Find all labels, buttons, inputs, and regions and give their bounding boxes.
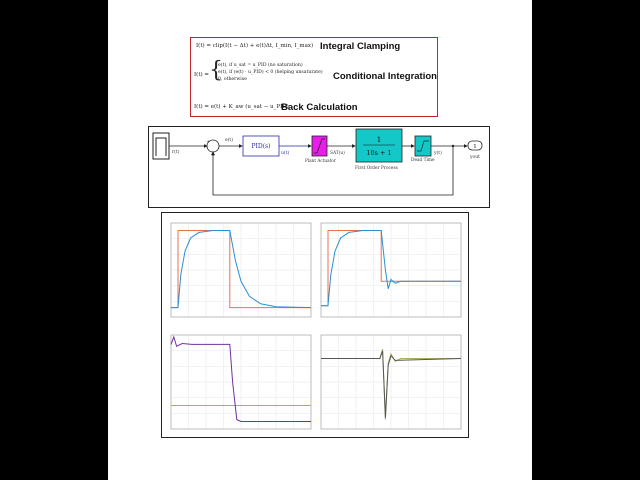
- pid-block[interactable]: [243, 136, 279, 156]
- case-3: 0, otherwise: [218, 77, 247, 82]
- clamping-formula: I(t) = clip(I(t − Δt) + e(t)Δt, I_min, I_max): [196, 43, 314, 49]
- block-diagram: [148, 126, 490, 208]
- plot-top-right: [318, 219, 464, 321]
- actuator-block[interactable]: [312, 136, 327, 156]
- error-label: e(t): [225, 138, 233, 143]
- actuator-name: Plant Actuator: [305, 158, 336, 163]
- diagram-svg: [149, 127, 491, 209]
- process-name: First Order Process: [355, 166, 398, 171]
- conditional-lhs: I(t) =: [194, 72, 210, 78]
- plot-bottom-left: [168, 331, 314, 433]
- process-block[interactable]: [356, 129, 402, 162]
- backcalc-label: Back Calculation: [281, 102, 358, 113]
- backcalc-formula: I(t) = e(t) + K_aw (u_sat − u_PID): [194, 104, 289, 110]
- cases-brace: {: [209, 58, 223, 83]
- clamping-label: Integral Clamping: [320, 41, 401, 52]
- case-2: e(t), if (e(t) · u_PID) < 0 (helping unsaturate): [218, 70, 323, 75]
- deadtime-name: Dead Time: [411, 158, 435, 163]
- plot-top-left: [168, 219, 314, 321]
- conditional-label: Conditional Integration: [333, 71, 437, 82]
- case-1: e(t), if u_sat = u_PID (no saturation): [218, 63, 303, 68]
- equations-box: [190, 37, 438, 117]
- u-label: u(t): [281, 151, 290, 156]
- input-label: r(t): [172, 150, 180, 155]
- plots-panel: [161, 212, 469, 438]
- outport-block[interactable]: [468, 141, 482, 150]
- outport-number: 1: [473, 144, 477, 150]
- plus-sign: +: [206, 139, 211, 145]
- plot-bottom-right: [318, 331, 464, 433]
- tf-numerator: 1: [376, 136, 382, 144]
- sat-out-label: SAT(u): [330, 151, 345, 156]
- deadtime-block[interactable]: [415, 136, 431, 156]
- tf-denominator: 10s + 1: [366, 149, 392, 157]
- pid-label: PID(s): [251, 143, 271, 150]
- minus-sign: −: [211, 153, 216, 159]
- step-source-block[interactable]: [153, 133, 169, 159]
- outport-name: yout: [470, 155, 480, 160]
- y-label: y(t): [434, 151, 442, 156]
- document-page: [108, 0, 532, 480]
